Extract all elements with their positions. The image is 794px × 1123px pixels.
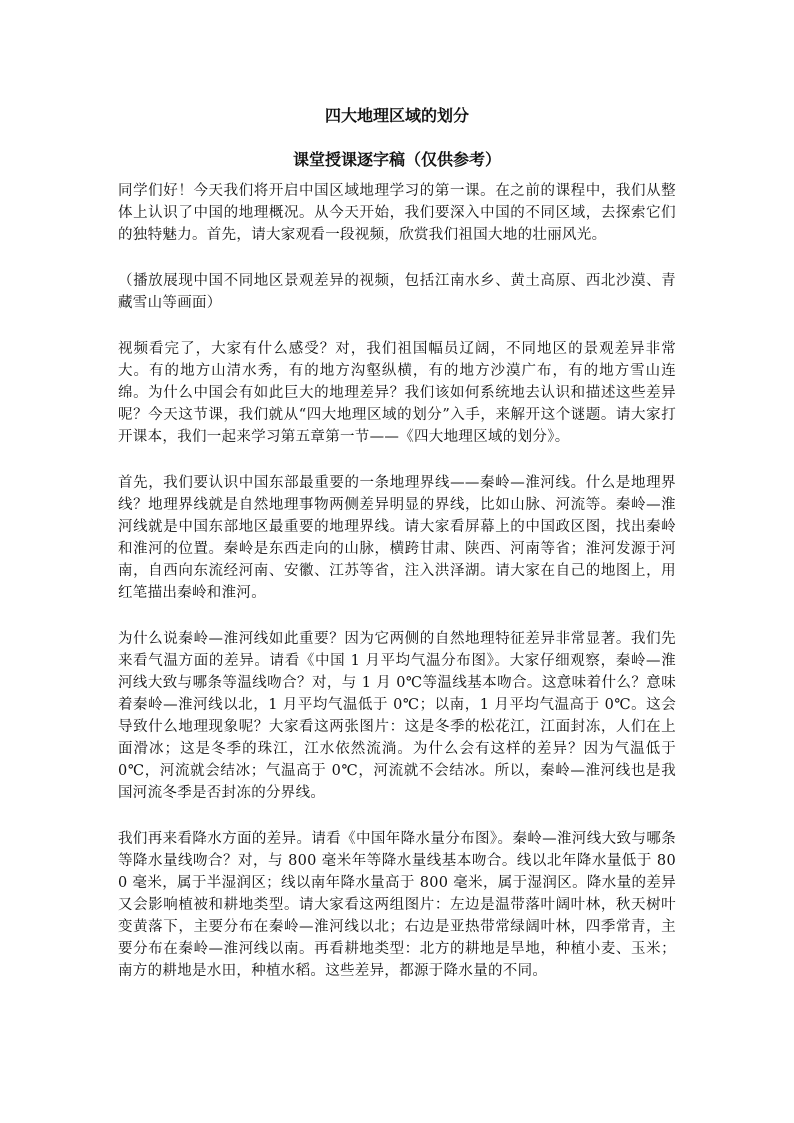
paragraph-boundary-line: 首先，我们要认识中国东部最重要的一条地理界线——秦岭—淮河线。什么是地理界线？地理界线就是自然地理事物两侧差异明显的界线，比如山脉、河流等。秦岭—淮河线就是中国东部地区最重要的地理界线。请大家看屏幕上的中国政区图，找出秦岭和淮河的位置。秦岭是东西走向的山脉，横跨甘肃、陕西、河南等省；淮河发源于河南，自西向东流经河南、安徽、江苏等省，注入洪泽湖。请大家在自己的地图上，用红笔描出秦岭和淮河。 [118, 475, 676, 601]
document-subtitle: 课堂授课逐字稿（仅供参考） [292, 150, 501, 169]
paragraph-introduction: 视频看完了，大家有什么感受？对，我们祖国幅员辽阔，不同地区的景观差异非常大。有的地方山清水秀，有的地方沟壑纵横，有的地方沙漠广布，有的地方雪山连绵。为什么中国会有如此巨大的地理差异？我们该如何系统地去认识和描述这些差异呢？今天这节课，我们就从“四大地理区域的划分”入手，来解开这个谜题。请大家打开课本，我们一起来学习第五章第一节——《四大地理区域的划分》。 [118, 341, 676, 445]
paragraph-greeting: 同学们好！今天我们将开启中国区域地理学习的第一课。在之前的课程中，我们从整体上认识了中国的地理概况。从今天开始，我们要深入中国的不同区域，去探索它们的独特魅力。首先，请大家观看一段视频，欣赏我们祖国大地的壮丽风光。 [118, 183, 676, 243]
document-title: 四大地理区域的划分 [324, 106, 469, 125]
paragraph-temperature: 为什么说秦岭—淮河线如此重要？因为它两侧的自然地理特征差异非常显著。我们先来看气温方面的差异。请看《中国 1 月平均气温分布图》。大家仔细观察，秦岭—淮河线大致与哪条等温线吻合？对，与 1 月 0℃等温线基本吻合。这意味着什么？意味着秦岭—淮河线以北，1 月平均气温低于 0℃；以南，1 月平均气温高于 0℃。这会导致什么地理现象呢？大家看这两张图片：这是冬季的松花江，江面封冻，人们在上面滑冰；这是冬季的珠江，江水依然流淌。为什么会有这样的差异？因为气温低于 0℃，河流就会结冰；气温高于 0℃，河流就不会结冰。所以，秦岭—淮河线也是我国河流冬季是否封冻的分界线。 [118, 631, 676, 801]
paragraph-precipitation: 我们再来看降水方面的差异。请看《中国年降水量分布图》。秦岭—淮河线大致与哪条等降水量线吻合？对，与 800 毫米年等降水量线基本吻合。线以北年降水量低于 800 毫米，属于半湿润区；线以南年降水量高于 800 毫米，属于湿润区。降水量的差异又会影响植被和耕地类型。请大家看这两组图片：左边是温带落叶阔叶林，秋天树叶变黄落下，主要分布在秦岭—淮河线以北；右边是亚热带常绿阔叶林，四季常青，主要分布在秦岭—淮河线以南。再看耕地类型：北方的耕地是旱地，种植小麦、玉米；南方的耕地是水田，种植水稻。这些差异，都源于降水量的不同。 [118, 831, 676, 979]
paragraph-video-note: （播放展现中国不同地区景观差异的视频，包括江南水乡、黄土高原、西北沙漠、青藏雪山等画面） [118, 273, 676, 311]
document-body [118, 180, 676, 1006]
